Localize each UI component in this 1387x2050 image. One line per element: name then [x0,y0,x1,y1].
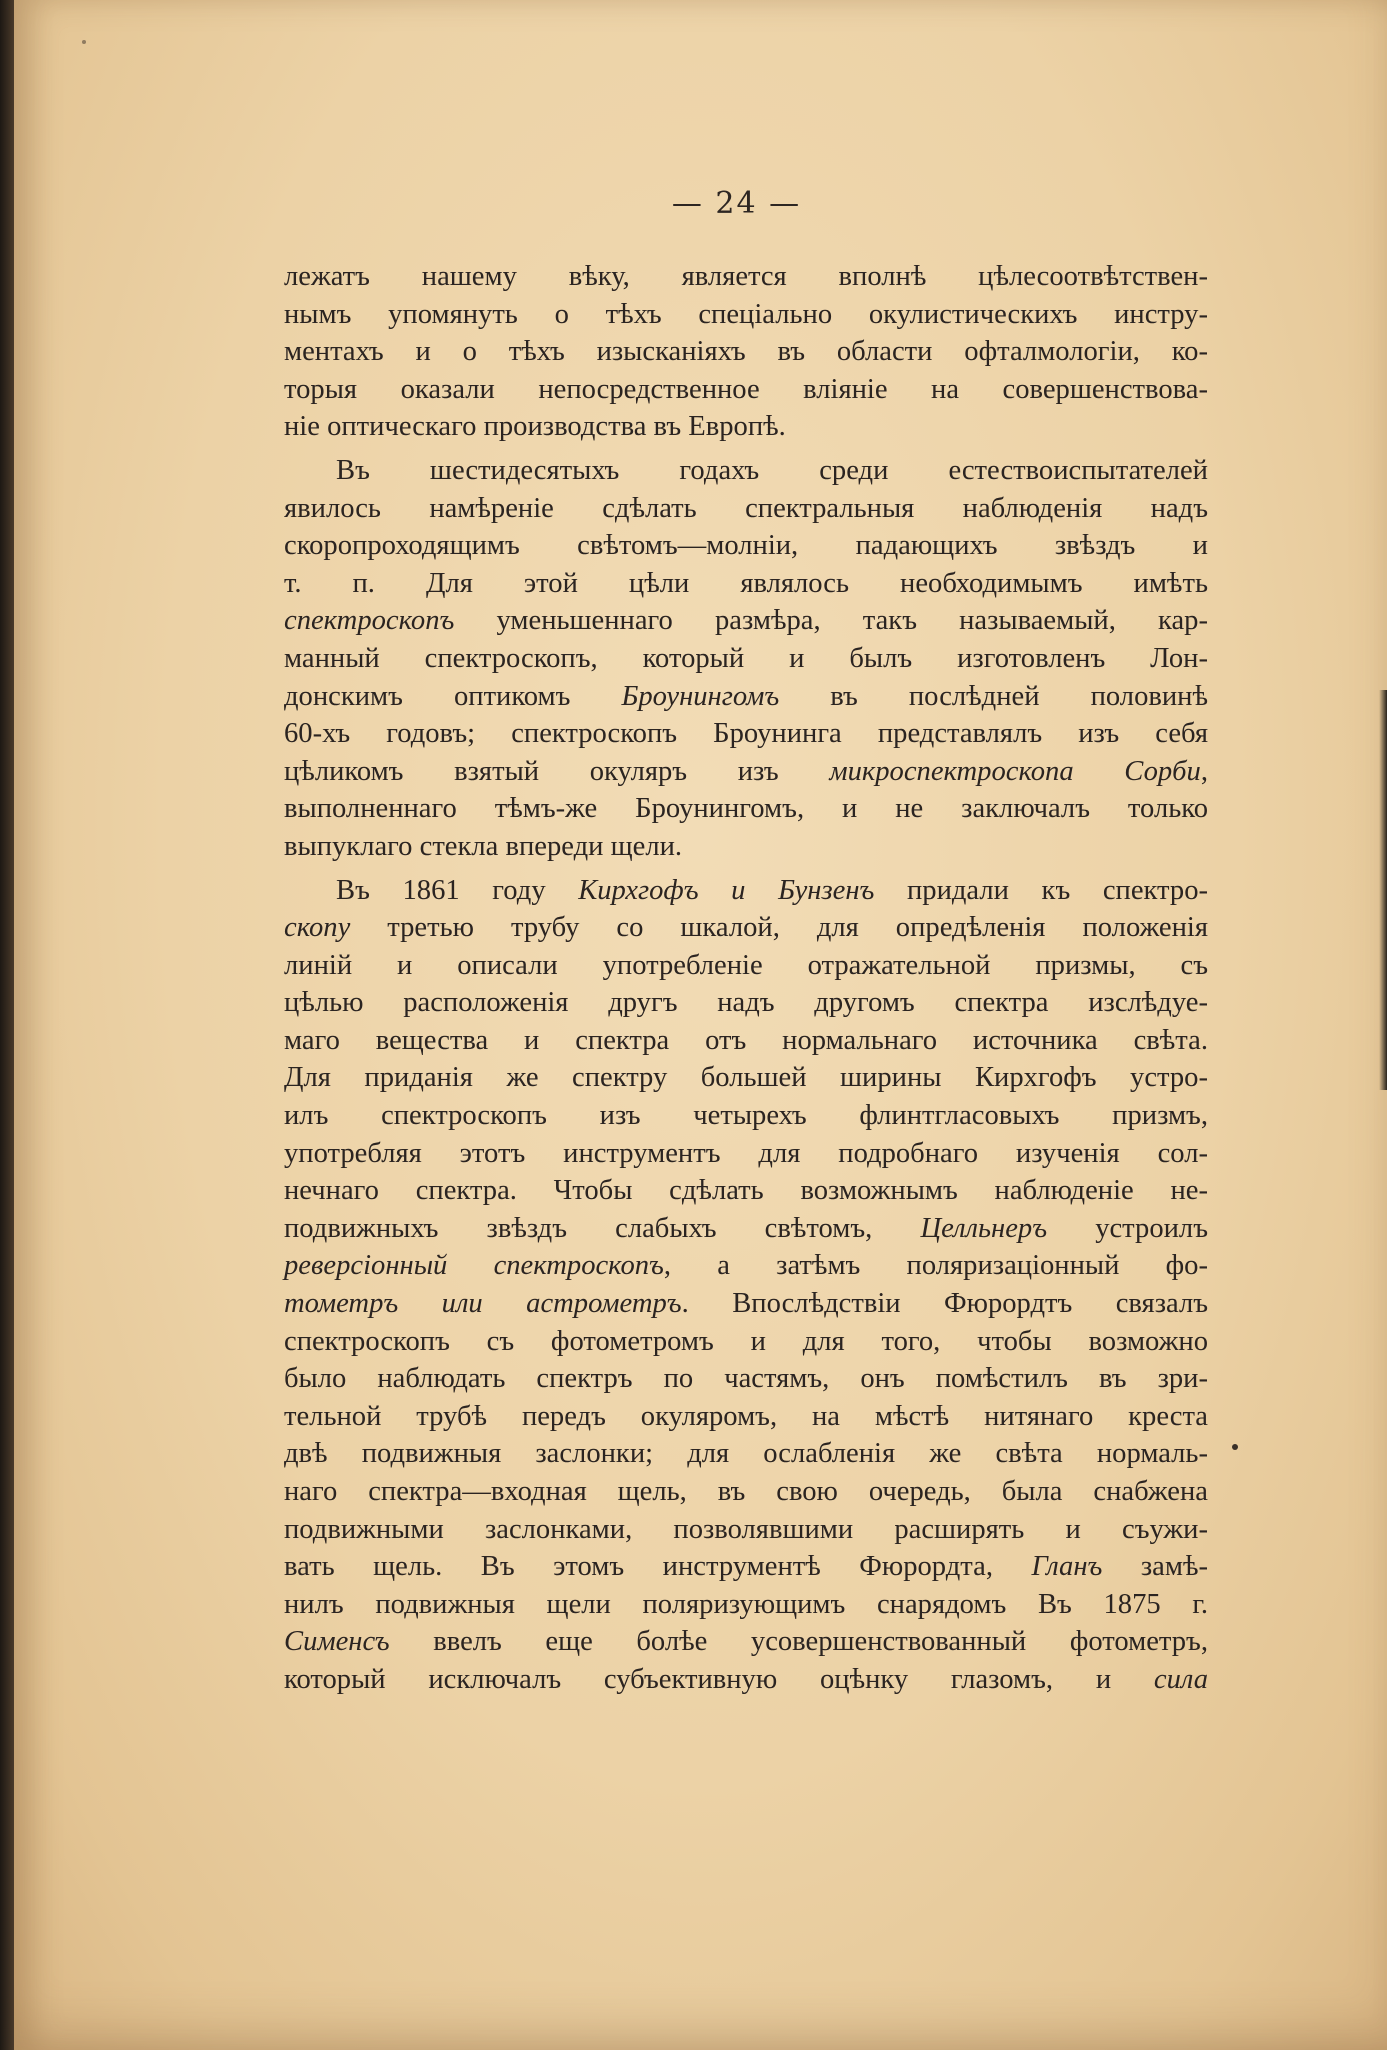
text-line: вать щель. Въ этомъ инструментѣ Фюрордта, Гланъ замѣ- [284,1551,1208,1583]
text-line: явилось намѣреніе сдѣлать спектральныя наблюденія надъ [284,492,1208,524]
text-line: употребляя этотъ инструментъ для подробнаго изученія сол- [284,1137,1208,1169]
text-line: ніе оптическаго производства въ Европѣ. [284,411,786,443]
paragraph [284,258,1208,446]
text-line: лежатъ нашему вѣку, является вполнѣ цѣлесоотвѣтствен- [284,261,1208,292]
text-line: спектроскопъ съ фотометромъ и для того, чтобы возможно [284,1325,1208,1357]
book-spine-shadow [0,0,14,2050]
page-number: — 24 — [671,186,802,221]
text-line: двѣ подвижныя заслонки; для ослабленія же свѣта нормаль- [284,1438,1208,1470]
page-speck [82,40,86,44]
text-line: подвижными заслонками, позволявшими расширять и съужи- [284,1513,1208,1545]
text-line: который исключалъ субъективную оцѣнку глазомъ, и сила [284,1663,1208,1695]
text-line: Для приданія же спектру большей ширины Кирхгофъ устро- [284,1062,1208,1094]
text-line: илъ спектроскопъ изъ четырехъ флинтгласовыхъ призмъ, [284,1100,1208,1132]
text-line: цѣлью расположенія другъ надъ другомъ спектра изслѣдуе- [284,987,1208,1019]
text-line: манный спектроскопъ, который и былъ изготовленъ Лон- [284,642,1208,674]
text-line: тельной трубѣ передъ окуляромъ, на мѣстѣ нитянаго креста [284,1400,1208,1432]
text-line: цѣликомъ взятый окуляръ изъ микроспектроскопа Сорби, [284,755,1208,787]
text-line: Въ 1861 году Кирхгофъ и Бунзенъ придали къ спектро- [336,874,1209,906]
text-line: было наблюдать спектръ по частямъ, онъ помѣстилъ въ зри- [284,1363,1208,1395]
page-edge-shadow [1379,690,1387,1090]
text-line: подвижныхъ звѣздъ слабыхъ свѣтомъ, Целльнеръ устроилъ [284,1212,1208,1244]
paragraph [284,872,1208,1699]
text-line: нымъ упомянуть о тѣхъ спеціально окулистическихъ инстру- [284,298,1208,330]
text-line: спектроскопъ уменьшеннаго размѣра, такъ называемый, кар- [284,605,1208,637]
text-line: линій и описали употребленіе отражательной призмы, съ [284,949,1208,981]
text-line: скоропроходящимъ свѣтомъ—молніи, падающихъ звѣздъ и [284,530,1208,562]
text-line: тометръ или астрометръ. Впослѣдствіи Фюрордтъ связалъ [284,1288,1209,1320]
paragraph [284,452,1208,866]
text-line: ментахъ и о тѣхъ изысканіяхъ въ области офталмологіи, ко- [284,336,1208,368]
text-line: выполненнаго тѣмъ-же Броунингомъ, и не заключалъ только [284,793,1208,825]
text-line: Въ шестидесятыхъ годахъ среди естествоиспытателей [336,454,1208,486]
text-line: реверсіонный спектроскопъ, а затѣмъ поляризаціонный фо- [284,1250,1208,1282]
text-line: выпуклаго стекла впереди щели. [284,830,683,862]
text-line: т. п. Для этой цѣли являлось необходимымъ имѣть [284,567,1208,599]
text-line: скопу третью трубу со шкалой, для опредѣленія положенія [284,912,1208,944]
text-line: 60-хъ годовъ; спектроскопъ Броунинга представлялъ изъ себя [284,718,1208,750]
page-speck [1232,1444,1238,1450]
text-line: нилъ подвижныя щели поляризующимъ снарядомъ Въ 1875 г. [284,1588,1208,1620]
text-line: торыя оказали непосредственное вліяніе на совершенствова- [284,373,1208,405]
text-line: донскимъ оптикомъ Броунингомъ въ послѣдней половинѣ [284,680,1208,712]
text-line: наго спектра—входная щель, въ свою очередь, была снабжена [284,1476,1208,1507]
body-text [284,258,1208,1699]
text-line: маго вещества и спектра отъ нормальнаго источника свѣта. [284,1024,1208,1056]
text-line: нечнаго спектра. Чтобы сдѣлать возможнымъ наблюденіе не- [284,1175,1208,1207]
text-line: Сименсъ ввелъ еще болѣе усовершенствованный фотометръ, [284,1626,1208,1658]
